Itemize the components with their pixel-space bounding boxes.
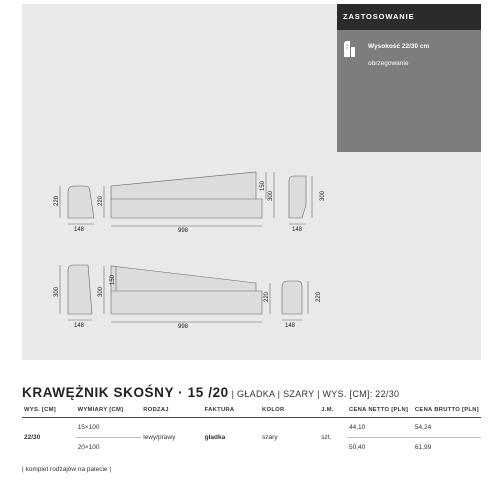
- cell-gross-price-1: 54,24: [413, 417, 481, 437]
- cell-texture: gładka: [204, 433, 226, 441]
- header-height: WYS. [CM]: [22, 403, 76, 417]
- header-gross-price: CENA BRUTTO [PLN]: [413, 403, 481, 417]
- application-use: obrzegowanie: [368, 60, 409, 67]
- row1-side-step-top: 150: [260, 180, 266, 191]
- row2-side-height: 300: [98, 286, 104, 297]
- table-row: [22, 417, 481, 437]
- header-net-price: CENA NETTO [PLN]: [347, 403, 413, 417]
- row1-end-right-height: 300: [320, 190, 326, 201]
- cell-color: szary: [262, 433, 278, 441]
- application-panel: [337, 4, 481, 152]
- application-header: [337, 4, 481, 30]
- cell-net-price-1: 44,10: [347, 417, 413, 437]
- header-unit: J.M.: [319, 403, 347, 417]
- row1-side-height: 220: [98, 195, 104, 206]
- row1-side-step-bottom: 300: [268, 190, 274, 201]
- application-height: Wysokość 22/30 cm: [368, 43, 430, 50]
- product-name: KRAWĘŻNIK SKOŚNY · 15 /20: [22, 385, 229, 400]
- row1-end-left-profile: [68, 186, 94, 218]
- row1-end-right-profile: [289, 176, 306, 218]
- pallet-note: | komplet rodzajów na palecie |: [22, 466, 112, 473]
- cell-unit: szt.: [321, 433, 332, 441]
- row1-side-profile: [111, 172, 262, 218]
- header-color: KOLOR: [260, 403, 319, 417]
- cell-gross-price-2: 61,99: [414, 443, 432, 451]
- cell-dimensions-2: 20×100: [77, 443, 100, 451]
- header-texture: FAKTURA: [203, 403, 260, 417]
- row2-end-right-profile: [282, 281, 302, 314]
- header-type: RODZAJ: [141, 403, 202, 417]
- header-dimensions: WYMIARY [CM]: [76, 403, 142, 417]
- cell-height: 22/30: [24, 433, 41, 441]
- row1-length: 998: [178, 228, 189, 234]
- row2-length: 998: [178, 324, 189, 330]
- product-title: [22, 384, 399, 402]
- cell-type: lewy/prawy: [143, 433, 176, 441]
- row2-end-left-profile: [68, 265, 92, 314]
- cell-net-price-2: 50,40: [349, 443, 366, 451]
- row1-end-right-width: 148: [292, 227, 303, 233]
- product-attributes: | GŁADKA | SZARY | WYS. [CM]: 22/30: [228, 389, 400, 399]
- row2-side-step-top: 150: [110, 274, 116, 285]
- cell-dimensions-1: 15×100: [76, 417, 142, 437]
- application-header-label: ZASTOSOWANIE: [343, 12, 415, 21]
- spec-table: [22, 403, 481, 457]
- row1-end-left-width: 148: [74, 227, 85, 233]
- curb-icon: [343, 40, 356, 58]
- row2-side-profile: [111, 266, 262, 314]
- row2-end-right-height: 220: [316, 291, 322, 302]
- row1-end-left-height: 220: [54, 195, 60, 206]
- row2-end-left-height: 300: [54, 286, 60, 297]
- row2-side-step-bottom: 220: [264, 291, 270, 302]
- table-header-row: [22, 403, 481, 417]
- row2-end-left-width: 148: [74, 323, 85, 329]
- row2-end-right-width: 148: [285, 323, 296, 329]
